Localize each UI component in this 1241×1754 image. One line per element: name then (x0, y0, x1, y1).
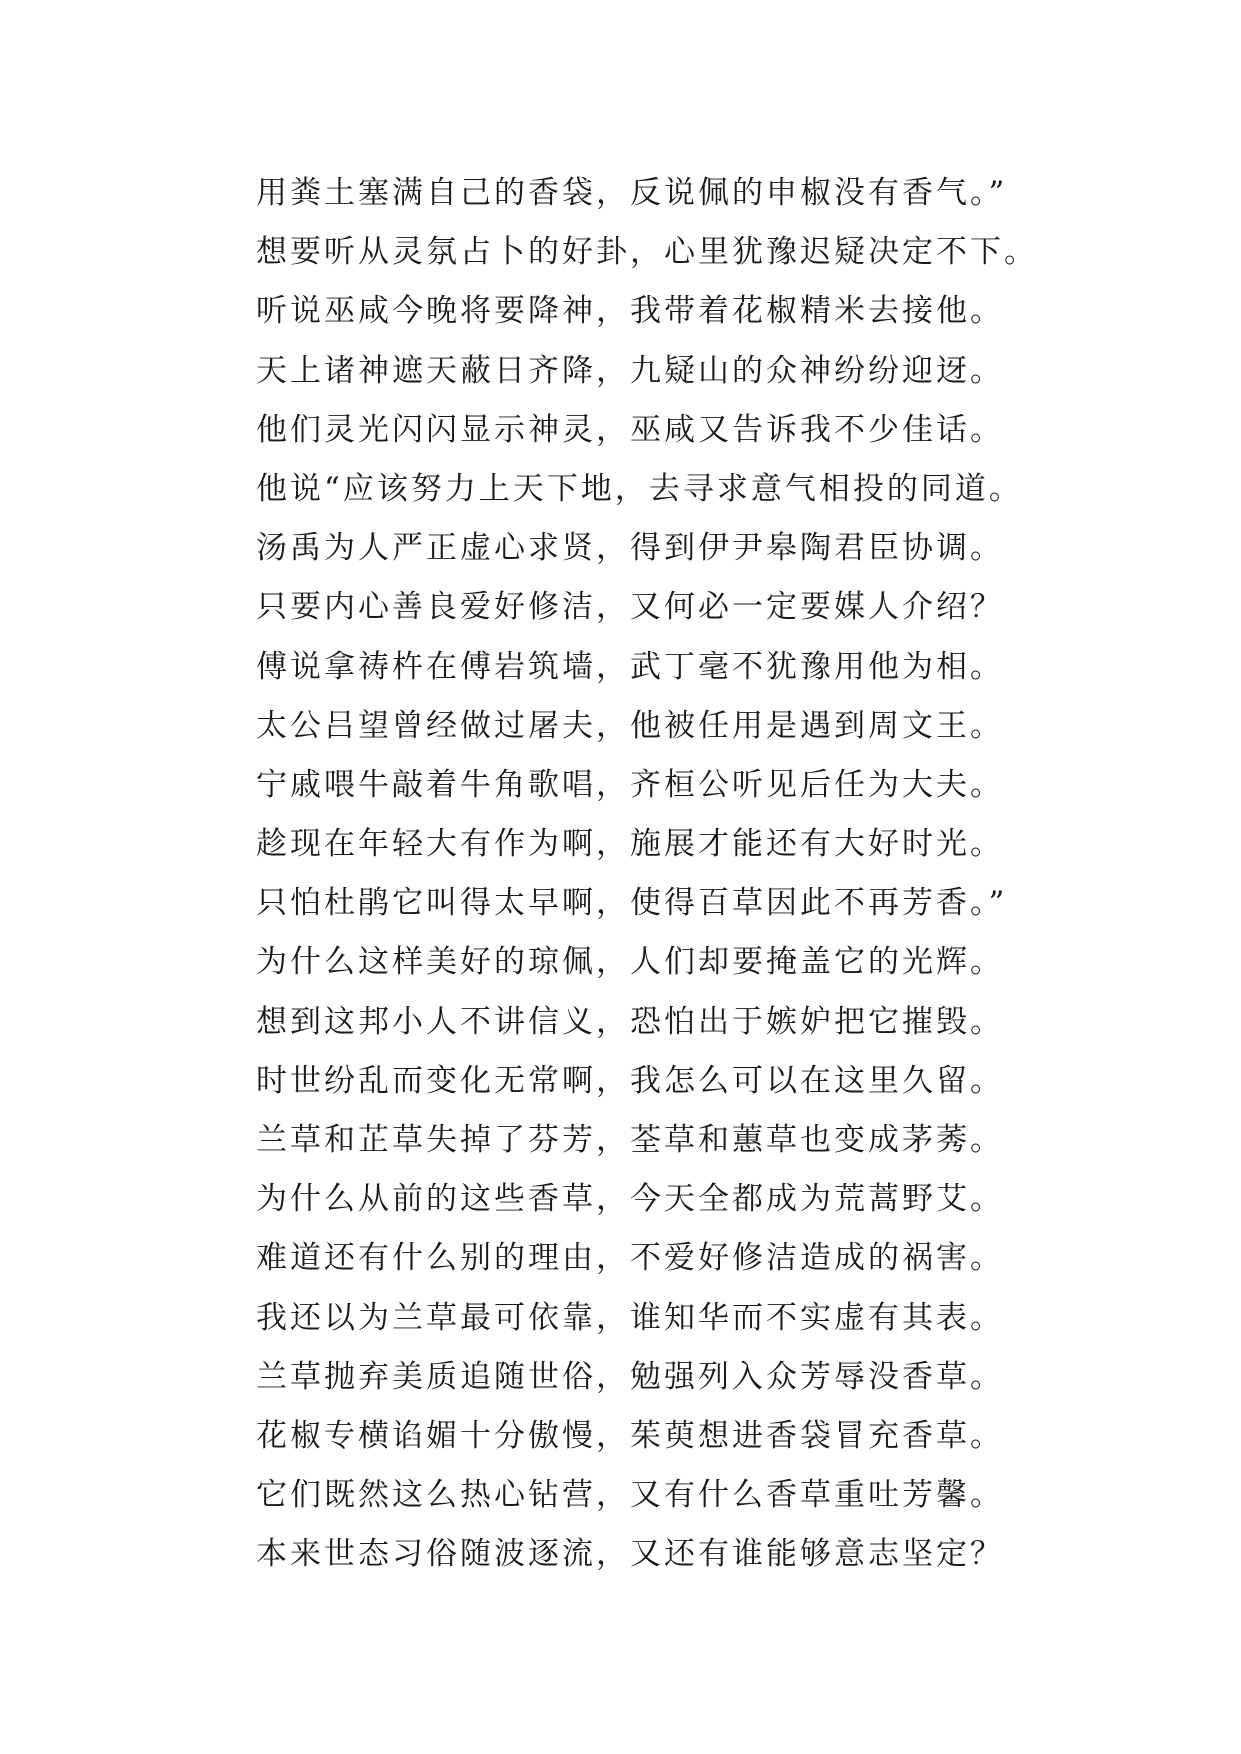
text-line-10: 太公吕望曾经做过屠夫，他被任用是遇到周文王。 (256, 707, 1004, 744)
text-line-19: 难道还有什么别的理由，不爱好修洁造成的祸害。 (256, 1240, 1004, 1277)
text-line-11: 宁戚喂牛敲着牛角歌唱，齐桓公听见后任为大夫。 (256, 766, 1004, 803)
text-line-20: 我还以为兰草最可依靠，谁知华而不实虚有其表。 (256, 1299, 1004, 1336)
text-line-1: 用粪土塞满自己的香袋，反说佩的申椒没有香气。” (256, 175, 1008, 211)
text-line-8: 只要内心善良爱好修洁，又何必一定要媒人介绍？ (256, 589, 1004, 626)
text-line-23: 它们既然这么热心钻营，又有什么香草重吐芳馨。 (256, 1477, 1004, 1514)
text-line-17: 兰草和芷草失掉了芬芳，荃草和蕙草也变成茅莠。 (256, 1122, 1004, 1158)
text-line-13: 只怕杜鹃它叫得太早啊，使得百草因此不再芳香。” (256, 885, 1008, 922)
text-line-16: 时世纷乱而变化无常啊，我怎么可以在这里久留。 (256, 1062, 1004, 1099)
text-line-24: 本来世态习俗随波逐流，又还有谁能够意志坚定？ (256, 1536, 1004, 1573)
text-line-9: 傅说拿祷杵在傅岩筑墙，武丁毫不犹豫用他为相。 (256, 648, 1004, 685)
text-line-18: 为什么从前的这些香草，今天全都成为荒蒿野艾。 (256, 1181, 1004, 1218)
text-line-22: 花椒专横谄媚十分傲慢，茱萸想进香袋冒充香草。 (256, 1417, 1004, 1454)
text-line-3: 听说巫咸今晚将要降神，我带着花椒精米去接他。 (256, 293, 1004, 330)
text-line-14: 为什么这样美好的琼佩，人们却要掩盖它的光辉。 (256, 944, 1004, 981)
text-line-7: 汤禹为人严正虚心求贤，得到伊尹皋陶君臣协调。 (256, 530, 1004, 567)
text-line-12: 趁现在年轻大有作为啊，施展才能还有大好时光。 (256, 826, 1004, 863)
text-line-15: 想到这邦小人不讲信义，恐怕出于嫉妒把它摧毁。 (256, 1003, 1004, 1040)
text-line-2: 想要听从灵氛占卜的好卦，心里犹豫迟疑决定不下。 (256, 234, 1038, 271)
text-line-6: 他说“应该努力上天下地，去寻求意气相投的同道。 (256, 470, 1023, 507)
text-line-5: 他们灵光闪闪显示神灵，巫咸又告诉我不少佳话。 (256, 411, 1004, 448)
text-line-4: 天上诸神遮天蔽日齐降，九疑山的众神纷纷迎迓。 (256, 352, 1004, 389)
poem-text-block (256, 164, 1216, 1585)
text-line-21: 兰草抛弃美质追随世俗，勉强列入众芳辱没香草。 (256, 1358, 1004, 1395)
